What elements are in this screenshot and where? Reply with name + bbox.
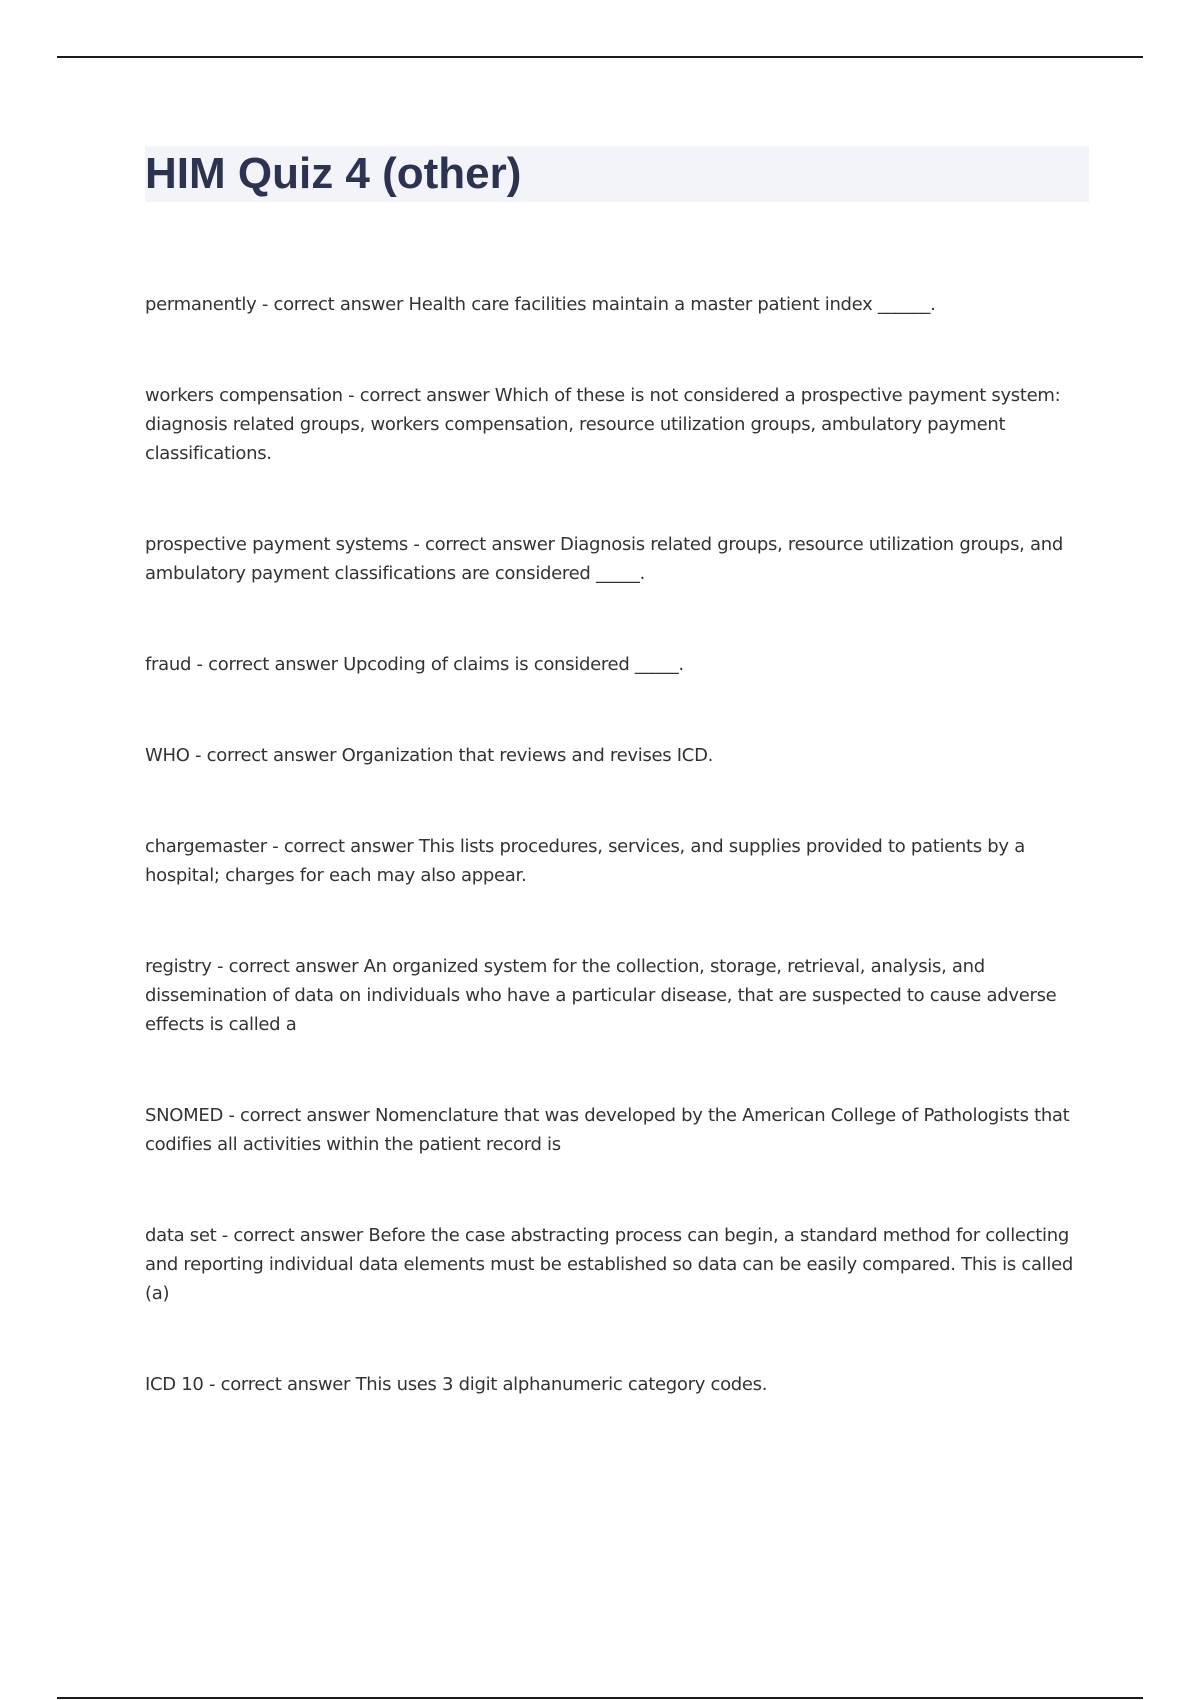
qa-item: workers compensation - correct answer Which of these is not considered a prospective payment system: diagnosis related groups, workers compensation, resource utilization groups, ambulatory payment classifications. [145, 385, 1061, 464]
bottom-rule [57, 1697, 1143, 1699]
top-rule [57, 56, 1143, 58]
qa-item: prospective payment systems - correct answer Diagnosis related groups, resource utilization groups, and ambulatory payment classifications are considered _____. [145, 534, 1063, 584]
qa-item: ICD 10 - correct answer This uses 3 digit alphanumeric category codes. [145, 1374, 768, 1395]
qa-item: SNOMED - correct answer Nomenclature that was developed by the American College of Pathologists that codifies all activities within the patient record is [145, 1105, 1070, 1155]
qa-item: WHO - correct answer Organization that reviews and revises ICD. [145, 745, 714, 766]
qa-item: fraud - correct answer Upcoding of claims is considered _____. [145, 654, 684, 675]
qa-list [145, 290, 1090, 1461]
qa-item: chargemaster - correct answer This lists procedures, services, and supplies provided to patients by a hospital; charges for each may also appear. [145, 836, 1025, 886]
qa-item: permanently - correct answer Health care facilities maintain a master patient index ______. [145, 294, 936, 315]
qa-item: registry - correct answer An organized system for the collection, storage, retrieval, analysis, and dissemination of data on individuals who have a particular disease, that are suspected to cause adverse effects is called a [145, 956, 1057, 1035]
qa-item: data set - correct answer Before the case abstracting process can begin, a standard method for collecting and reporting individual data elements must be established so data can be easily compared. This is called (a) [145, 1225, 1073, 1304]
page-title: HIM Quiz 4 (other) [145, 149, 522, 198]
